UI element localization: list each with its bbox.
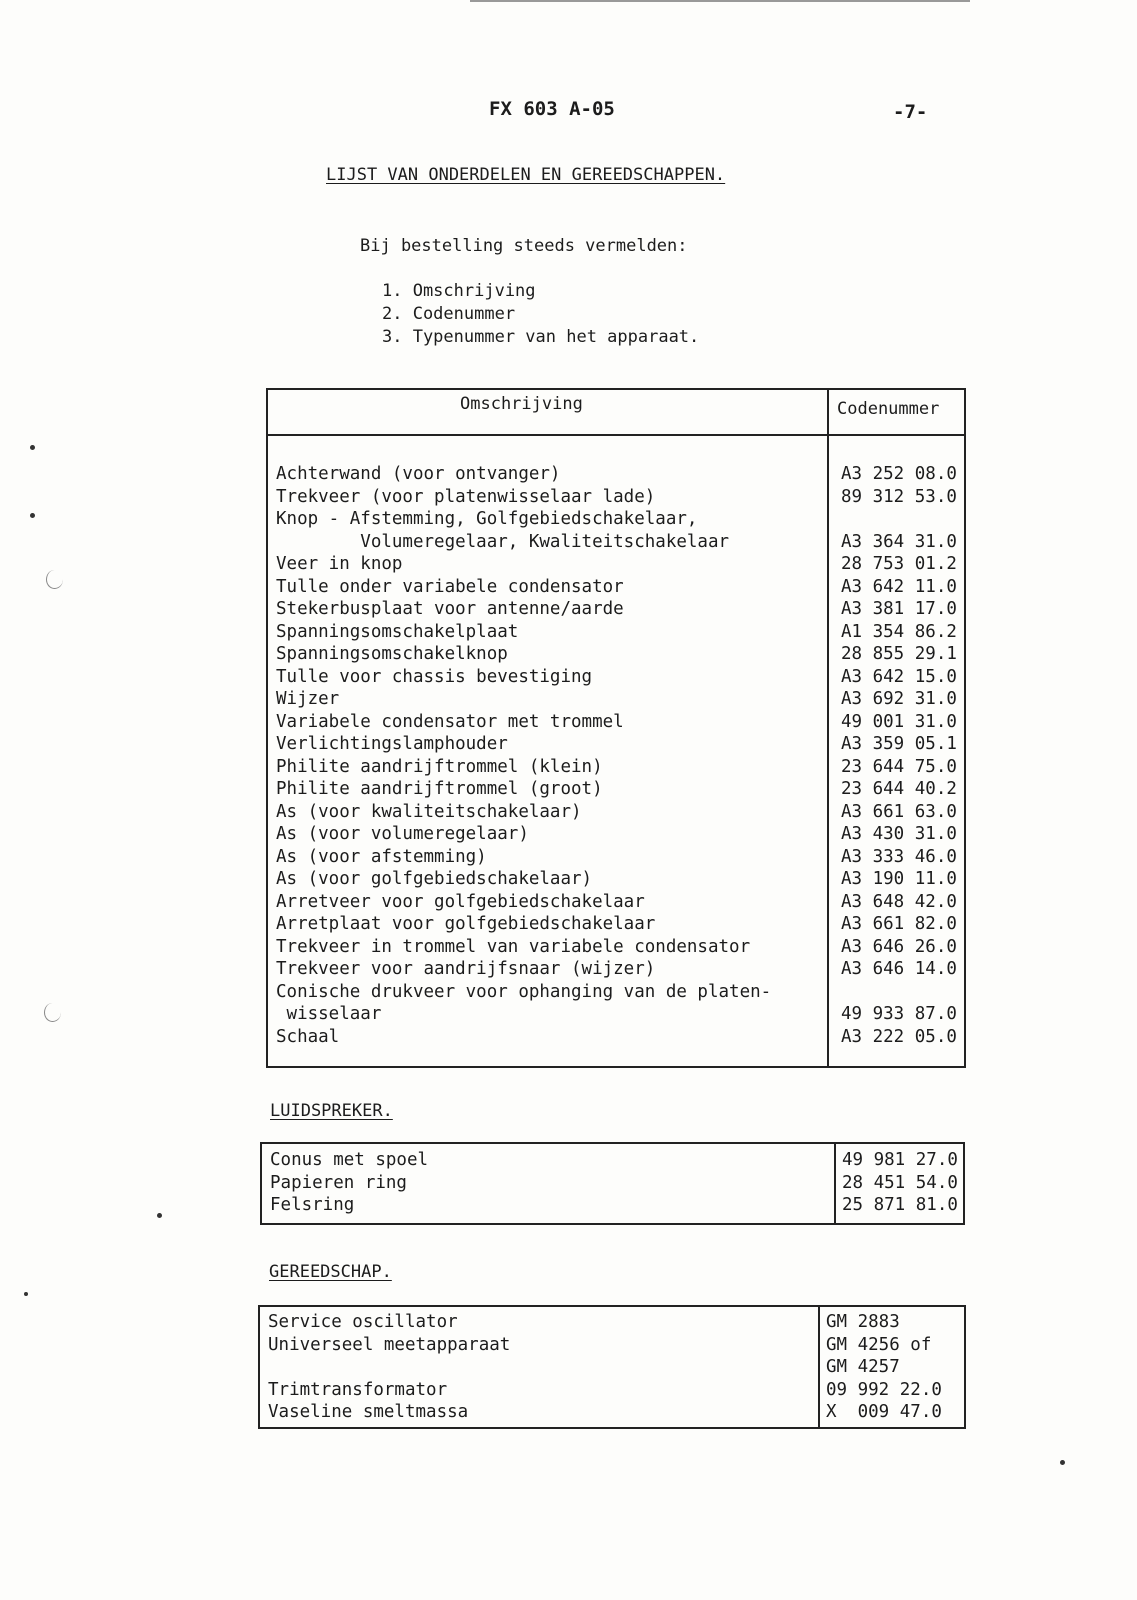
scan-speck [157, 1213, 162, 1218]
row-description: Knop - Afstemming, Golfgebiedschakelaar, [276, 509, 698, 529]
column-header-code: Codenummer [837, 399, 940, 419]
table-row [276, 553, 966, 576]
row-description: As (voor volumeregelaar) [276, 824, 529, 844]
table-row [276, 711, 966, 734]
table-row [276, 868, 966, 891]
row-description: Volumeregelaar, Kwaliteitschakelaar [276, 531, 730, 552]
table-row [268, 1379, 966, 1402]
table-row [270, 1149, 965, 1172]
intro-list-item: 2. Codenummer [382, 304, 516, 324]
row-description: Trekveer voor aandrijfsnaar (wijzer) [276, 959, 656, 979]
tools-table [258, 1305, 966, 1429]
row-code: GM 4256 of [826, 1334, 932, 1355]
row-description: Service oscillator [268, 1312, 458, 1332]
row-code: X 009 47.0 [826, 1402, 942, 1422]
table-row [268, 1401, 966, 1424]
scan-speck [1060, 1460, 1065, 1465]
row-code: A3 648 42.0 [841, 891, 957, 912]
page-title: LIJST VAN ONDERDELEN EN GEREEDSCHAPPEN. [326, 165, 726, 185]
table-row [276, 958, 966, 981]
scan-speck [24, 1292, 28, 1296]
scan-edge-line [470, 0, 970, 2]
row-description: Verlichtingslamphouder [276, 734, 508, 754]
intro-list-item: 1. Omschrijving [382, 281, 536, 301]
row-description: Achterwand (voor ontvanger) [276, 464, 561, 484]
row-code: A3 222 05.0 [841, 1026, 957, 1047]
row-code: A3 359 05.1 [841, 734, 957, 754]
row-code: A3 190 11.0 [841, 869, 957, 889]
row-description: As (voor kwaliteitschakelaar) [276, 801, 582, 822]
row-description: Arretveer voor golfgebiedschakelaar [276, 891, 645, 912]
row-description: Wijzer [276, 689, 340, 709]
row-code: 49 933 87.0 [841, 1004, 957, 1024]
row-code: A3 646 26.0 [841, 936, 957, 957]
row-code: A3 661 82.0 [841, 914, 957, 934]
row-description: Tulle onder variabele condensator [276, 576, 624, 597]
row-description: Philite aandrijftrommel (groot) [276, 779, 603, 799]
table-row [276, 621, 966, 644]
scan-speck [30, 513, 35, 518]
row-description: Conus met spoel [270, 1150, 429, 1170]
row-code: A3 642 11.0 [841, 576, 957, 597]
table-row [268, 1356, 966, 1379]
scan-mark [44, 1003, 61, 1022]
row-code: 49 001 31.0 [841, 711, 957, 732]
row-description: As (voor afstemming) [276, 846, 487, 867]
row-description: As (voor golfgebiedschakelaar) [276, 869, 593, 889]
scan-mark [46, 570, 63, 589]
row-code: A3 430 31.0 [841, 824, 957, 844]
speaker-rows [270, 1149, 965, 1217]
row-description: Schaal [276, 1026, 340, 1047]
row-code: 23 644 40.2 [841, 779, 957, 799]
row-code: 28 753 01.2 [841, 554, 957, 574]
table-row [276, 508, 966, 531]
row-code: GM 2883 [826, 1312, 900, 1332]
table-row [268, 1334, 966, 1357]
table-row [276, 598, 966, 621]
row-code: 49 981 27.0 [842, 1150, 958, 1170]
table-row [276, 463, 966, 486]
row-code: 25 871 81.0 [842, 1195, 958, 1215]
row-description: Vaseline smeltmassa [268, 1402, 469, 1422]
table-row [276, 1003, 966, 1026]
table-row [276, 486, 966, 509]
parts-table [266, 388, 966, 1068]
table-row [276, 778, 966, 801]
table-row [276, 733, 966, 756]
table-row [276, 936, 966, 959]
row-description: Spanningsomschakelplaat [276, 621, 519, 642]
intro-list [382, 280, 699, 349]
tools-rows [268, 1311, 966, 1424]
row-description: wisselaar [276, 1004, 382, 1024]
table-row [276, 666, 966, 689]
row-description: Trekveer (voor platenwisselaar lade) [276, 486, 656, 507]
row-code: A3 692 31.0 [841, 689, 957, 709]
table-row [276, 756, 966, 779]
header-divider [268, 434, 964, 436]
row-code: A3 252 08.0 [841, 464, 957, 484]
row-description: Variabele condensator met trommel [276, 711, 624, 732]
table-row [276, 823, 966, 846]
row-description: Spanningsomschakelknop [276, 644, 508, 664]
row-description: Trekveer in trommel van variabele condensator [276, 936, 751, 957]
row-code: 89 312 53.0 [841, 486, 957, 507]
page-number: -7- [893, 101, 928, 123]
intro-text: Bij bestelling steeds vermelden: [360, 236, 688, 256]
row-description: Universeel meetapparaat [268, 1334, 511, 1355]
table-row [276, 801, 966, 824]
row-description: Philite aandrijftrommel (klein) [276, 756, 603, 777]
table-row [276, 981, 966, 1004]
row-description: Stekerbusplaat voor antenne/aarde [276, 599, 624, 619]
row-code: A3 381 17.0 [841, 599, 957, 619]
row-description: Papieren ring [270, 1172, 407, 1193]
row-code: GM 4257 [826, 1357, 900, 1377]
speaker-heading: LUIDSPREKER. [270, 1101, 393, 1121]
row-code: A3 642 15.0 [841, 666, 957, 687]
table-row [276, 1026, 966, 1049]
document-reference: FX 603 A-05 [489, 98, 615, 120]
row-code: 28 855 29.1 [841, 644, 957, 664]
speaker-table [260, 1142, 965, 1225]
table-row [276, 913, 966, 936]
table-row [268, 1311, 966, 1334]
column-header-description: Omschrijving [460, 394, 583, 414]
row-description: Conische drukveer voor ophanging van de platen- [276, 981, 772, 1002]
row-code: A1 354 86.2 [841, 621, 957, 642]
row-code: A3 333 46.0 [841, 846, 957, 867]
table-row [270, 1172, 965, 1195]
row-code: A3 646 14.0 [841, 959, 957, 979]
row-description: Veer in knop [276, 554, 403, 574]
row-description: Arretplaat voor golfgebiedschakelaar [276, 914, 656, 934]
table-row [276, 643, 966, 666]
row-code: 23 644 75.0 [841, 756, 957, 777]
row-code: 09 992 22.0 [826, 1379, 942, 1400]
intro-list-item: 3. Typenummer van het apparaat. [382, 327, 700, 347]
row-code: A3 661 63.0 [841, 801, 957, 822]
table-row [276, 576, 966, 599]
row-description: Felsring [270, 1195, 355, 1215]
table-row [276, 531, 966, 554]
row-description: Tulle voor chassis bevestiging [276, 666, 593, 687]
row-description: Trimtransformator [268, 1379, 448, 1400]
table-row [270, 1194, 965, 1217]
tools-heading: GEREEDSCHAP. [269, 1262, 392, 1282]
row-code: 28 451 54.0 [842, 1172, 958, 1193]
table-row [276, 846, 966, 869]
table-row [276, 688, 966, 711]
table-row [276, 891, 966, 914]
parts-rows [276, 463, 966, 1048]
scan-speck [30, 445, 35, 450]
row-code: A3 364 31.0 [841, 531, 957, 552]
